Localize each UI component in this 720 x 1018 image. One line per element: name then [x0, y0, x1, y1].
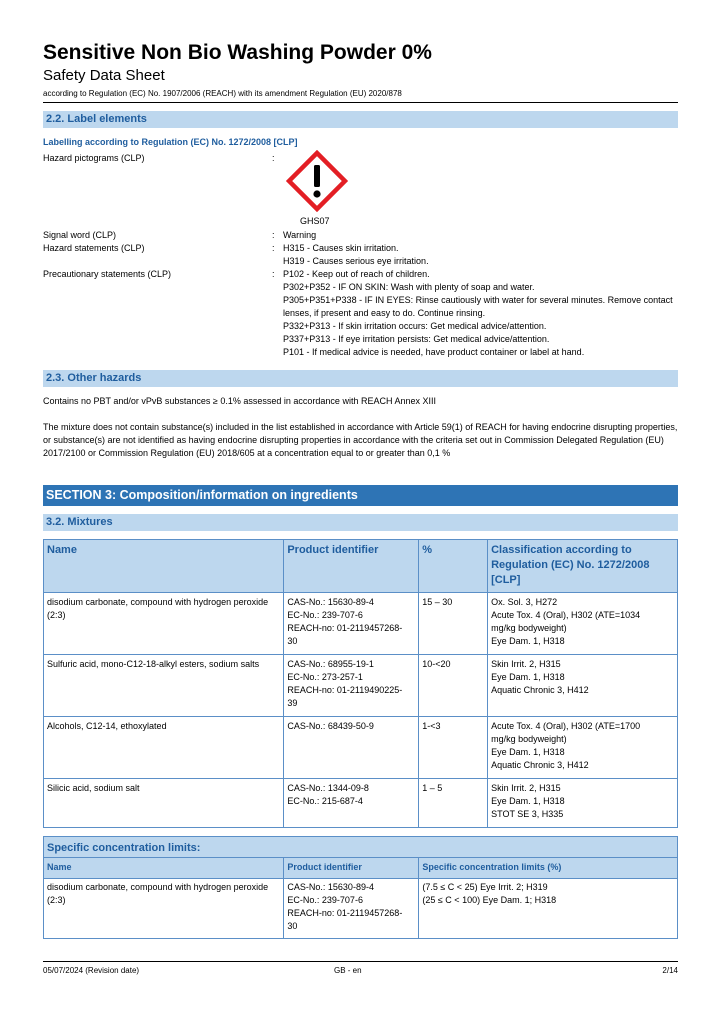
ingredient-name: disodium carbonate, compound with hydrogen peroxide (2:3) — [44, 879, 284, 939]
scl-table — [43, 857, 678, 939]
classification-line: STOT SE 3, H335 — [491, 809, 564, 819]
column-header-name: Name — [44, 858, 284, 879]
classification-line: Eye Dam. 1, H318 — [491, 796, 565, 806]
concentration: 15 – 30 — [419, 593, 488, 655]
column-header-identifier: Product identifier — [284, 858, 419, 879]
column-header-classification: Classification according to Regulation (EC) No. 1272/2008 [CLP] — [488, 540, 678, 593]
pbt-statement: Contains no PBT and/or vPvB substances ≥ 0.1% assessed in accordance with REACH Annex XIII — [43, 396, 436, 406]
table-row — [44, 879, 678, 939]
reach-number: REACH-no: 01-2119457268- — [287, 908, 403, 918]
classification-line: mg/kg bodyweight) — [491, 623, 567, 633]
clp-labelling-subheading: Labelling according to Regulation (EC) No. 1272/2008 [CLP] — [43, 137, 298, 147]
table-row — [44, 779, 678, 828]
table-header-row — [44, 858, 678, 879]
reach-number: REACH-no: 01-2119490225- — [287, 685, 403, 695]
table-row — [44, 717, 678, 779]
reach-number: REACH-no: 01-2119457268- — [287, 623, 403, 633]
precautionary-statement: P302+P352 - IF ON SKIN: Wash with plenty of soap and water. — [283, 282, 535, 292]
cas-number: CAS-No.: 68439-50-9 — [287, 721, 374, 731]
footer-divider — [43, 961, 678, 962]
classification-line: mg/kg bodyweight) — [491, 734, 567, 744]
column-header-name: Name — [44, 540, 284, 593]
ingredient-name: disodium carbonate, compound with hydrogen peroxide (2:3) — [44, 593, 284, 655]
ec-number: EC-No.: 239-707-6 — [287, 610, 363, 620]
column-header-percent: % — [419, 540, 488, 593]
classification-line: Ox. Sol. 3, H272 — [491, 597, 558, 607]
signal-word-label: Signal word (CLP) — [43, 230, 117, 240]
product-identifier — [284, 593, 419, 655]
precautionary-statement: P332+P313 - If skin irritation occurs: Get medical advice/attention. — [283, 321, 547, 331]
hazard-statement: H315 - Causes skin irritation. — [283, 243, 399, 253]
mixtures-heading: 3.2. Mixtures — [43, 514, 678, 531]
section-3-heading: SECTION 3: Composition/information on ingredients — [43, 485, 678, 506]
cas-number: CAS-No.: 1344-09-8 — [287, 783, 369, 793]
precautionary-statement: P101 - If medical advice is needed, have product container or label at hand. — [283, 347, 585, 357]
hazard-statements-label: Hazard statements (CLP) — [43, 243, 145, 253]
document-subtitle: Safety Data Sheet — [43, 67, 165, 84]
ingredient-name: Alcohols, C12-14, ethoxylated — [44, 717, 284, 779]
scl-title: Specific concentration limits: — [43, 836, 678, 858]
precautionary-statement: P337+P313 - If eye irritation persists: Get medical advice/attention. — [283, 334, 550, 344]
precautionary-statement: P305+P351+P338 - IF IN EYES: Rinse cautiously with water for several minutes. Remove contact lenses, if present and easy to do. Continue rinsing. — [283, 295, 673, 318]
section-other-hazards-heading: 2.3. Other hazards — [43, 370, 678, 387]
concentration: 1 – 5 — [419, 779, 488, 828]
reach-number-suffix: 39 — [287, 698, 298, 708]
colon: : — [272, 243, 275, 253]
colon: : — [272, 230, 275, 240]
ec-number: EC-No.: 215-687-4 — [287, 796, 363, 806]
cas-number: CAS-No.: 15630-89-4 — [287, 597, 374, 607]
section-label-elements-heading: 2.2. Label elements — [43, 111, 678, 128]
column-header-identifier: Product identifier — [284, 540, 419, 593]
precautionary-statement: P102 - Keep out of reach of children. — [283, 269, 430, 279]
precautionary-statements-list — [283, 268, 678, 359]
classification-line: Skin Irrit. 2, H315 — [491, 783, 561, 793]
limit-line: (25 ≤ C < 100) Eye Dam. 1; H318 — [422, 895, 557, 905]
product-identifier — [284, 879, 419, 939]
ec-number: EC-No.: 239-707-6 — [287, 895, 363, 905]
classification — [488, 717, 678, 779]
table-row — [44, 655, 678, 717]
hazard-pictograms-label: Hazard pictograms (CLP) — [43, 153, 145, 163]
ec-number: EC-No.: 273-257-1 — [287, 672, 363, 682]
revision-date: 05/07/2024 (Revision date) — [43, 966, 140, 975]
header-divider — [43, 102, 678, 103]
limit-line: (7.5 ≤ C < 25) Eye Irrit. 2; H319 — [422, 882, 548, 892]
document-title: Sensitive Non Bio Washing Powder 0% — [43, 41, 432, 64]
classification-line: Aquatic Chronic 3, H412 — [491, 685, 589, 695]
concentration-limits — [419, 879, 678, 939]
cas-number: CAS-No.: 15630-89-4 — [287, 882, 374, 892]
classification — [488, 593, 678, 655]
classification-line: Skin Irrit. 2, H315 — [491, 659, 561, 669]
colon: : — [272, 269, 275, 279]
product-identifier — [284, 717, 419, 779]
ghs07-exclamation-icon — [286, 150, 348, 212]
classification-line: Acute Tox. 4 (Oral), H302 (ATE=1700 — [491, 721, 641, 731]
regulation-note: according to Regulation (EC) No. 1907/2006 (REACH) with its amendment Regulation (EU) 2020/878 — [43, 89, 402, 98]
classification-line: Eye Dam. 1, H318 — [491, 672, 565, 682]
classification — [488, 779, 678, 828]
product-identifier — [284, 779, 419, 828]
endocrine-statement: The mixture does not contain substance(s) included in the list established in accordance with Article 59(1) of REACH for having endocrine disrupting properties, or substance(s) are not identified as having endocrine disrupting properties in accordance with the criteria set out in Commission Delegated Regulation (EU) 2017/2100 or Commission Regulation (EU) 2018/605 at a concentration equal to or greater than 0,1 % — [43, 422, 678, 458]
classification-line: Eye Dam. 1, H318 — [491, 636, 565, 646]
concentration: 10-<20 — [419, 655, 488, 717]
page-number: 2/14 — [662, 966, 678, 975]
classification-line: Aquatic Chronic 3, H412 — [491, 760, 589, 770]
hazard-statements-list — [283, 242, 678, 268]
reach-number-suffix: 30 — [287, 921, 298, 931]
product-identifier — [284, 655, 419, 717]
concentration: 1-<3 — [419, 717, 488, 779]
precautionary-statements-label: Precautionary statements (CLP) — [43, 269, 172, 279]
column-header-limits: Specific concentration limits (%) — [419, 858, 678, 879]
ingredient-name: Silicic acid, sodium salt — [44, 779, 284, 828]
language-code: GB - en — [334, 966, 362, 975]
classification-line: Acute Tox. 4 (Oral), H302 (ATE=1034 — [491, 610, 641, 620]
colon: : — [272, 153, 275, 163]
classification-line: Eye Dam. 1, H318 — [491, 747, 565, 757]
ingredient-name: Sulfuric acid, mono-C12-18-alkyl esters, sodium salts — [44, 655, 284, 717]
table-row — [44, 593, 678, 655]
classification — [488, 655, 678, 717]
mixtures-table — [43, 539, 678, 828]
cas-number: CAS-No.: 68955-19-1 — [287, 659, 374, 669]
table-header-row — [44, 540, 678, 593]
pictogram-code: GHS07 — [300, 216, 330, 226]
signal-word-value: Warning — [283, 230, 317, 240]
hazard-statement: H319 - Causes serious eye irritation. — [283, 256, 429, 266]
reach-number-suffix: 30 — [287, 636, 298, 646]
